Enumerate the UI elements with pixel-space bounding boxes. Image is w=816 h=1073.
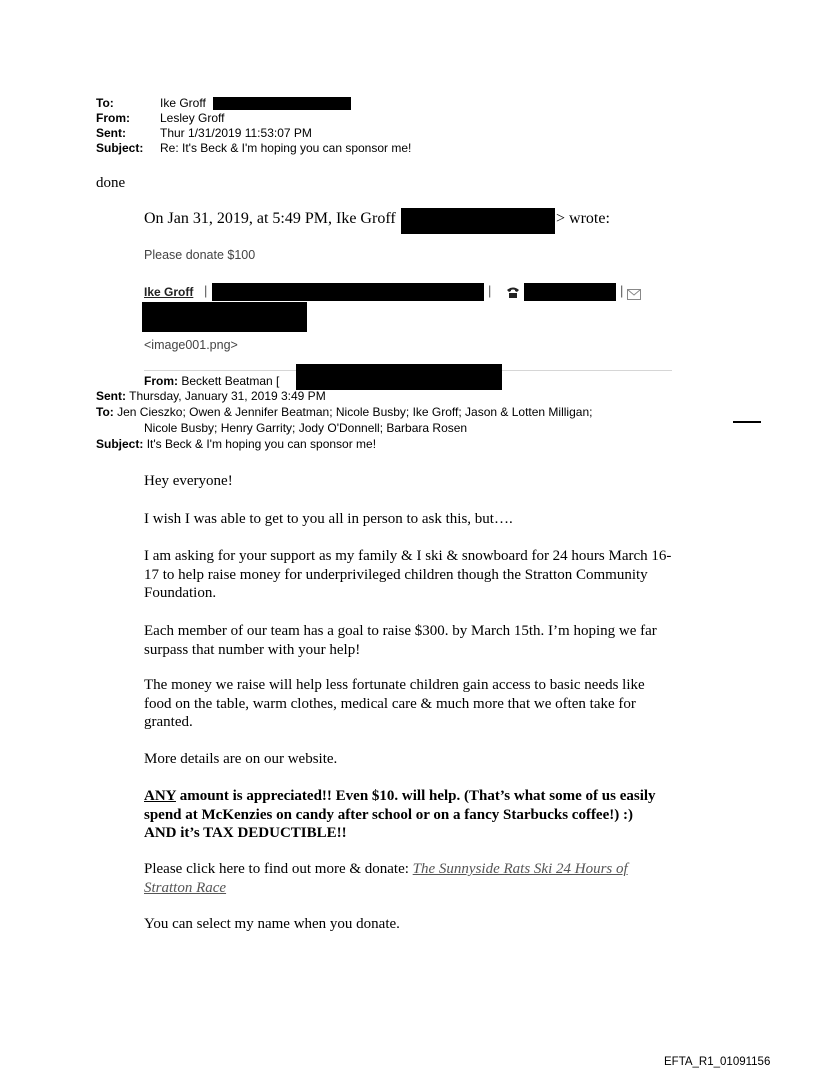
fwd-to-value: Jen Cieszko; Owen & Jennifer Beatman; Nicole Busby; Ike Groff; Jason & Lotten Milligan; [117, 405, 593, 419]
to-label: To: [96, 96, 114, 110]
fwd-from-value: Beckett Beatman [ [181, 374, 280, 388]
redaction-signature-2 [142, 302, 307, 332]
fwd-sent-line [96, 389, 326, 403]
donate-request: Please donate $100 [144, 248, 256, 262]
document-id: EFTA_R1_01091156 [664, 1056, 771, 1068]
subject-label: Subject: [96, 141, 144, 155]
redaction-to-email [213, 97, 351, 110]
redaction-quote-email [401, 208, 555, 234]
redaction-signature-1 [212, 283, 484, 301]
signature-separator: | [204, 283, 208, 298]
to-value: Ike Groff [160, 96, 206, 110]
paragraph-2: I am asking for your support as my family & I ski & snowboard for 24 hours March 16-17 to help raise money for underprivileged children though the Stratton Community Foundation. [144, 548, 672, 601]
fwd-to-line [96, 405, 592, 419]
fwd-to-label: To: [96, 405, 114, 419]
quote-intro-prefix: On Jan 31, 2019, at 5:49 PM, Ike Groff [144, 210, 396, 227]
any-emphasis: ANY [144, 788, 176, 804]
redaction-fwd-email [296, 364, 502, 390]
subject-value: Re: It's Beck & I'm hoping you can sponsor me! [160, 141, 412, 155]
paragraph-6 [144, 787, 664, 843]
paragraph-8: You can select my name when you donate. [144, 916, 400, 932]
signature-name: Ike Groff [144, 285, 194, 299]
sent-value: Thur 1/31/2019 11:53:07 PM [160, 126, 312, 140]
signature-separator: | [488, 283, 492, 298]
fwd-subject-line [96, 437, 376, 451]
fwd-subject-value: It's Beck & I'm hoping you can sponsor me! [146, 437, 377, 451]
paragraph-5: More details are on our website. [144, 751, 338, 767]
from-value: Lesley Groff [160, 111, 225, 125]
phone-icon [506, 285, 520, 299]
image-placeholder: <image001.png> [144, 338, 238, 352]
paragraph-1: I wish I was able to get to you all in person to ask this, but…. [144, 511, 513, 527]
paragraph-3: Each member of our team has a goal to raise $300. by March 15th. I’m hoping we far surpass that number with your help! [144, 623, 657, 658]
quote-intro [144, 210, 396, 228]
reply-body: done [96, 175, 126, 191]
greeting: Hey everyone! [144, 473, 233, 489]
fwd-from-label: From: [144, 374, 178, 388]
fwd-to-line-2: Nicole Busby; Henry Garrity; Jody O'Donnell; Barbara Rosen [144, 421, 468, 435]
paragraph-4: The money we raise will help less fortunate children gain access to basic needs like food on the table, warm clothes, medical care & much more that we often take for granted. [144, 677, 645, 730]
race-link[interactable]: The Sunnyside Rats Ski 24 Hours of Stratton Race [144, 861, 628, 896]
redaction-signature-phone [524, 283, 616, 301]
fwd-subject-label: Subject: [96, 437, 144, 451]
quote-intro-suffix: > wrote: [556, 210, 610, 227]
from-label: From: [96, 111, 130, 125]
margin-mark [733, 421, 761, 423]
fwd-sent-label: Sent: [96, 389, 126, 403]
fwd-sent-value: Thursday, January 31, 2019 3:49 PM [129, 389, 326, 403]
paragraph-7 [144, 860, 674, 897]
paragraph-6-rest: amount is appreciated!! Even $10. will help. (That’s what some of us easily spend at McKenzies on candy after school or on a fancy Starbucks coffee!) :) AND it’s TAX DEDUCTIBLE!! [144, 788, 656, 841]
sent-label: Sent: [96, 126, 126, 140]
mail-icon [627, 287, 641, 298]
paragraph-7-prefix: Please click here to find out more & donate: [144, 861, 413, 877]
fwd-from-line [144, 374, 279, 388]
signature-separator: | [620, 283, 624, 298]
